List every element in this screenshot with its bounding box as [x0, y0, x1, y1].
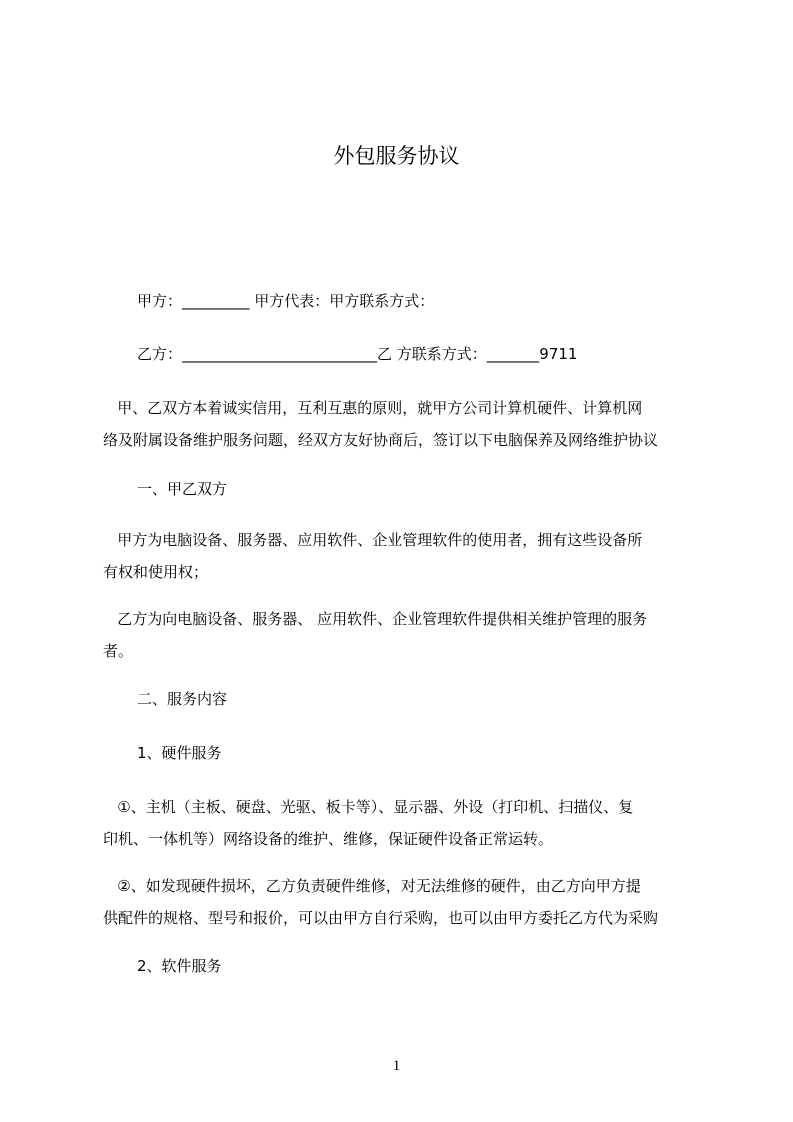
- paragraph-line: 甲方为电脑设备、服务器、应用软件、企业管理软件的使用者，拥有这些设备所: [103, 531, 643, 549]
- paragraph-line: 印机、一体机等）网络设备的维护、维修，保证硬件设备正常运转。: [103, 830, 554, 848]
- document-title: 外包服务协议: [333, 144, 460, 168]
- section-heading-parties: 一、甲乙双方: [137, 480, 228, 498]
- party-b-line: 乙方：__________________________乙 方联系方式：_______9711: [137, 345, 578, 363]
- intro-line: 甲、乙双方本着诚实信用，互利互惠的原则，就甲方公司计算机硬件、计算机网: [103, 399, 643, 417]
- subsection-heading-software: 2、软件服务: [137, 957, 222, 975]
- intro-paragraph: [103, 398, 703, 462]
- paragraph-line: 供配件的规格、型号和报价，可以由甲方自行采购，也可以由甲方委托乙方代为采购: [103, 909, 659, 927]
- subsection-heading-hardware: 1、硬件服务: [137, 744, 222, 762]
- paragraph-line: 者。: [103, 642, 134, 660]
- section-heading-services: 二、服务内容: [137, 690, 228, 708]
- party-a-description: [103, 530, 703, 594]
- page-number: 1: [392, 1058, 401, 1074]
- hardware-item-2: [103, 876, 703, 940]
- paragraph-line: 有权和使用权；: [103, 563, 209, 581]
- paragraph-line: ②、如发现硬件损坏，乙方负责硬件维修，对无法维修的硬件，由乙方向甲方提: [103, 877, 641, 895]
- intro-line: 络及附属设备维护服务问题，经双方友好协商后，签订以下电脑保养及网络维护协议: [103, 431, 659, 449]
- hardware-item-1: [103, 797, 703, 861]
- paragraph-line: ①、主机（主板、硬盘、光驱、板卡等）、显示器、外设（打印机、扫描仪、复: [103, 798, 634, 816]
- party-a-line: 甲方：_________ 甲方代表：甲方联系方式：: [137, 292, 435, 310]
- party-b-description: [103, 609, 703, 673]
- paragraph-line: 乙方为向电脑设备、服务器、 应用软件、企业管理软件提供相关维护管理的服务: [103, 610, 648, 628]
